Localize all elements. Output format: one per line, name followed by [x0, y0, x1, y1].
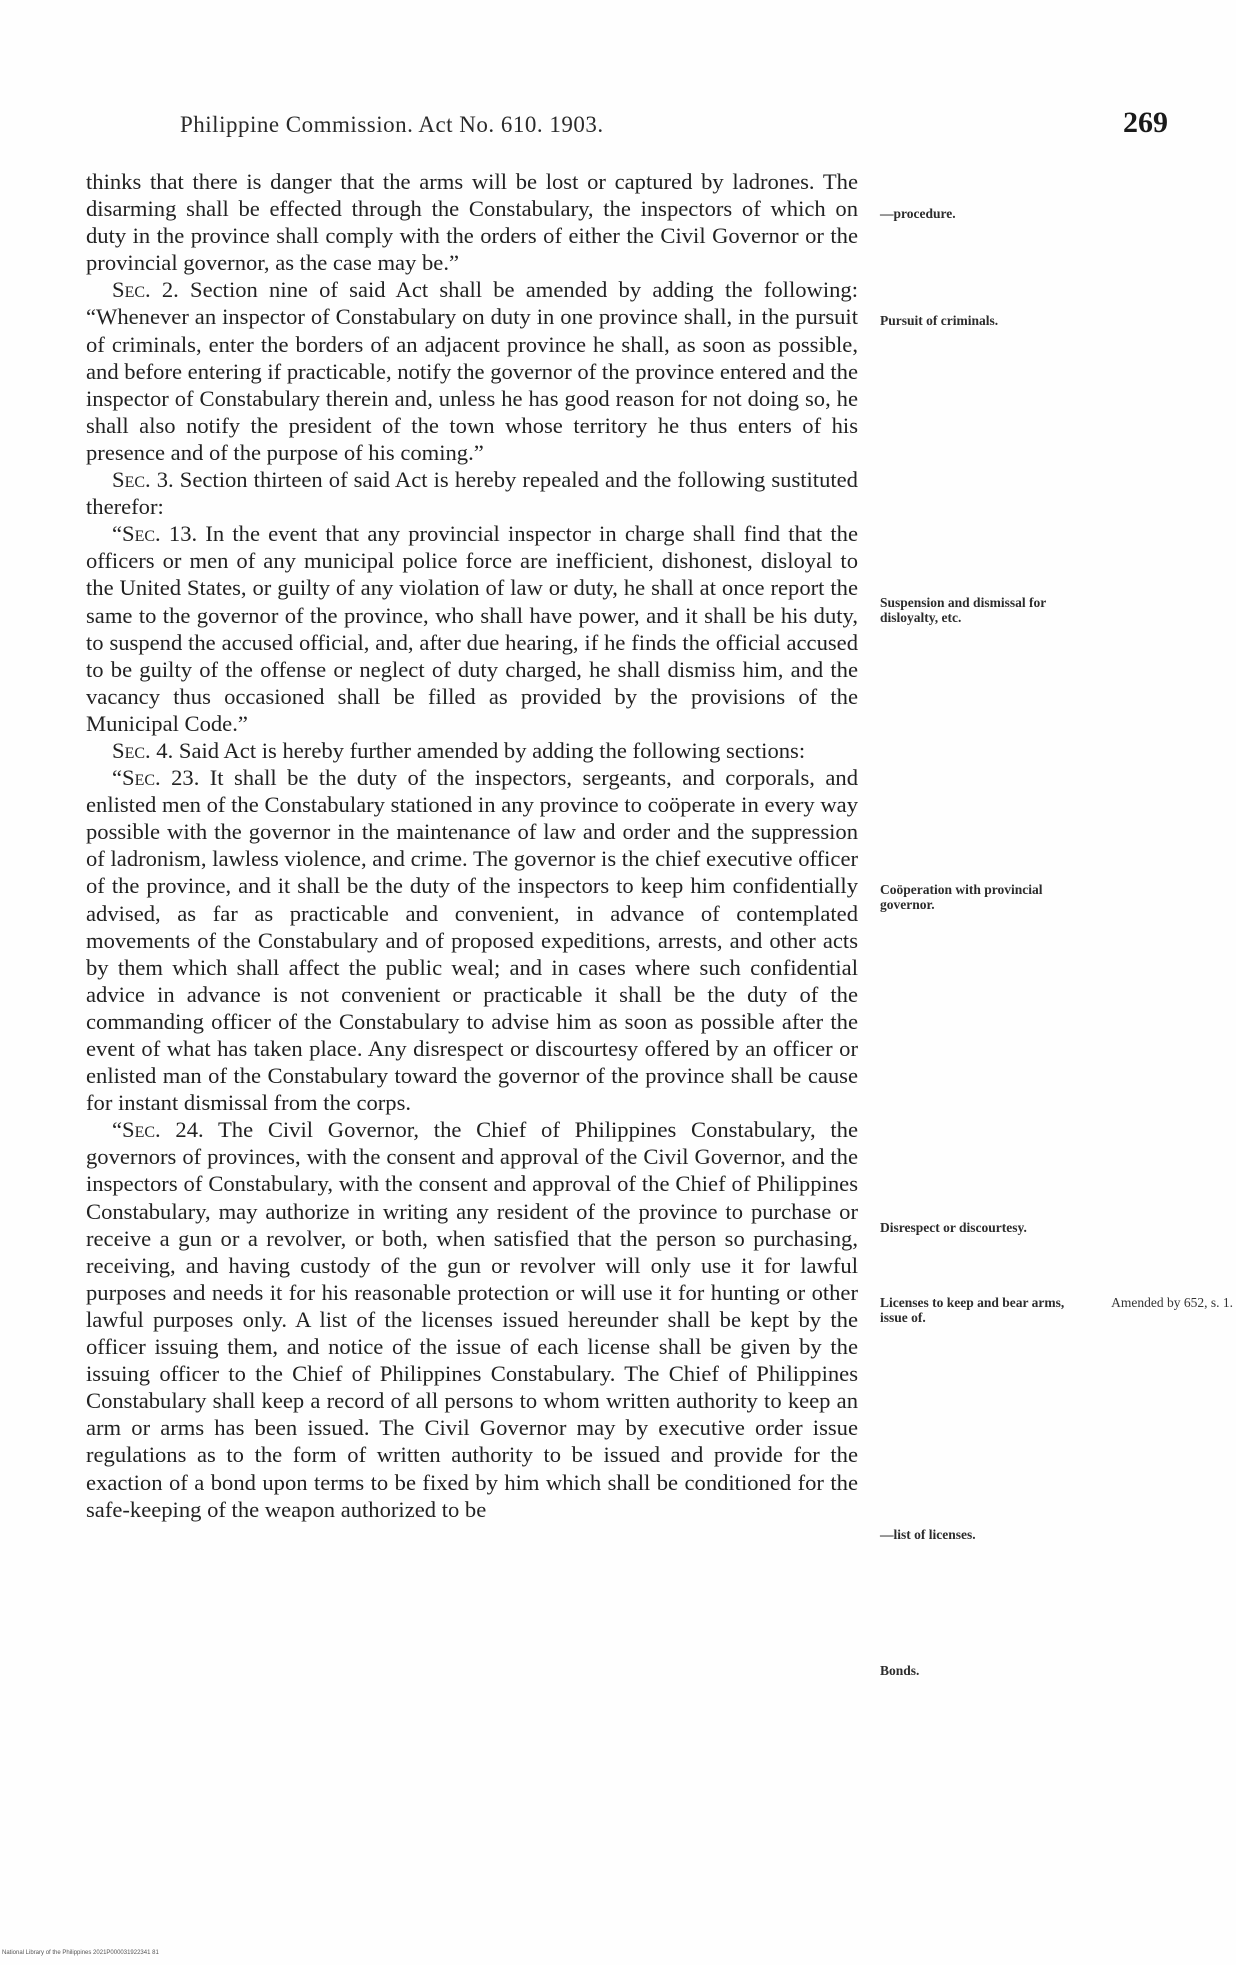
paragraph-sec-24 [86, 1116, 858, 1522]
paragraph-sec-3 [86, 466, 858, 520]
running-head: Philippine Commission. Act No. 610. 1903. [180, 112, 604, 137]
section-text: The Civil Governor, the Chief of Philippines Constabulary, the governors of provinces, with the consent and approval of the Civil Governor, and the inspectors of Constabulary, with the consent and approval of the Chief of Philippines Constabulary, may authorize in writing any resident of the province to purchase or receive a gun or a revolver, or both, when satisfied that the person so purchasing, receiving, and having custody of the gun or revolver will only use it for lawful purposes and needs it for his reasonable protection or will use it for hunting or other lawful purposes only. A list of the licenses issued hereunder shall be kept by the officer issuing them, and notice of the issue of each license shall be given by the issuing officer to the Chief of Philippines Constabulary. The Chief of Philippines Constabulary shall keep a record of all persons to whom written authority to keep an arm or arms has been issued. The Civil Governor may by executive order issue regulations as to the form of written authority to be issued and provide for the exaction of a bond upon terms to be fixed by him which shall be conditioned for the safe-keeping of the weapon authorized to be [86, 1117, 858, 1522]
section-text: Section thirteen of said Act is hereby repealed and the following sustituted therefor: [86, 467, 858, 520]
section-label: “Sec. 13. [112, 521, 198, 547]
section-label: “Sec. 24. [112, 1117, 204, 1143]
section-label: Sec. 3. [112, 467, 174, 493]
section-text: Section nine of said Act shall be amended by adding the following: “Whenever an inspector of Constabulary on duty in one province shall, in the pursuit of criminals, enter the borders of an adjacent province he shall, as soon as possible, and before entering if practicable, notify the governor of the province entered and the inspector of Constabulary therein and, unless he has good reason for not doing so, he shall also notify the president of the town whose territory he thus enters of his presence and of the purpose of his coming.” [86, 277, 858, 465]
margin-note-suspension: Suspension and dismissal for disloyalty, etc. [880, 595, 1046, 625]
margin-note-amended: Amended by 652, s. 1. [1111, 1295, 1233, 1310]
margin-note-licenses: Licenses to keep and bear arms, issue of. [880, 1295, 1065, 1325]
paragraph-sec-4 [86, 737, 858, 764]
section-text: In the event that any provincial inspector in charge shall find that the officers or men of any municipal police force are inefficient, dishonest, disloyal to the United States, or guilty of any violation of law or duty, he shall at once report the same to the governor of the province, who shall have power, and it shall be his duty, to suspend the accused official, and, after due hearing, if he finds the official accused to be guilty of the offense or neglect of duty charged, he shall dismiss him, and the vacancy thus occasioned shall be filled as provided by the provisions of the Municipal Code.” [86, 521, 858, 736]
scan-credit: National Library of the Philippines 2021P000031922341 81 [2, 1950, 159, 1956]
margin-note-procedure: —procedure. [880, 206, 956, 221]
margin-note-pursuit: Pursuit of criminals. [880, 313, 999, 328]
section-label: Sec. 2. [112, 277, 179, 303]
paragraph-sec-13 [86, 520, 858, 737]
paragraph-continuation: thinks that there is danger that the arms will be lost or captured by ladrones. The disarming shall be effected through the Constabulary, the inspectors of which on duty in the province shall comply with the orders of either the Civil Governor or the provincial governor, as the case may be.” [86, 169, 858, 276]
section-label: Sec. 4. [112, 737, 174, 763]
body-text [86, 168, 858, 1523]
section-text: Said Act is hereby further amended by adding the following sections: [173, 737, 806, 763]
page-number: 269 [1123, 106, 1168, 139]
margin-note-list-of-licenses: —list of licenses. [880, 1527, 976, 1542]
paragraph-sec-2 [86, 276, 858, 466]
section-text: It shall be the duty of the inspectors, sergeants, and corporals, and enlisted men of the Constabulary stationed in any province to coöperate in every way possible with the governor in the maintenance of law and order and the suppression of ladronism, lawless violence, and crime. The governor is the chief executive officer of the province, and it shall be the duty of the inspectors to keep him confidentially advised, as far as practicable and convenient, in advance of contemplated movements of the Constabulary and of proposed expeditions, arrests, and other acts by them which shall affect the public weal; and in cases where such confidential advice in advance is not convenient or practicable it shall be the duty of the commanding officer of the Constabulary to advise him as soon as possible after the event of what has taken place. Any disrespect or discourtesy offered by an officer or enlisted man of the Constabulary toward the governor of the province shall be cause for instant dismissal from the corps. [86, 765, 858, 1116]
margin-note-cooperation: Coöperation with provincial governor. [880, 882, 1043, 912]
section-label: “Sec. 23. [112, 765, 200, 791]
paragraph-sec-23 [86, 764, 858, 1116]
margin-note-bonds: Bonds. [880, 1663, 920, 1678]
margin-note-disrespect: Disrespect or discourtesy. [880, 1220, 1027, 1235]
